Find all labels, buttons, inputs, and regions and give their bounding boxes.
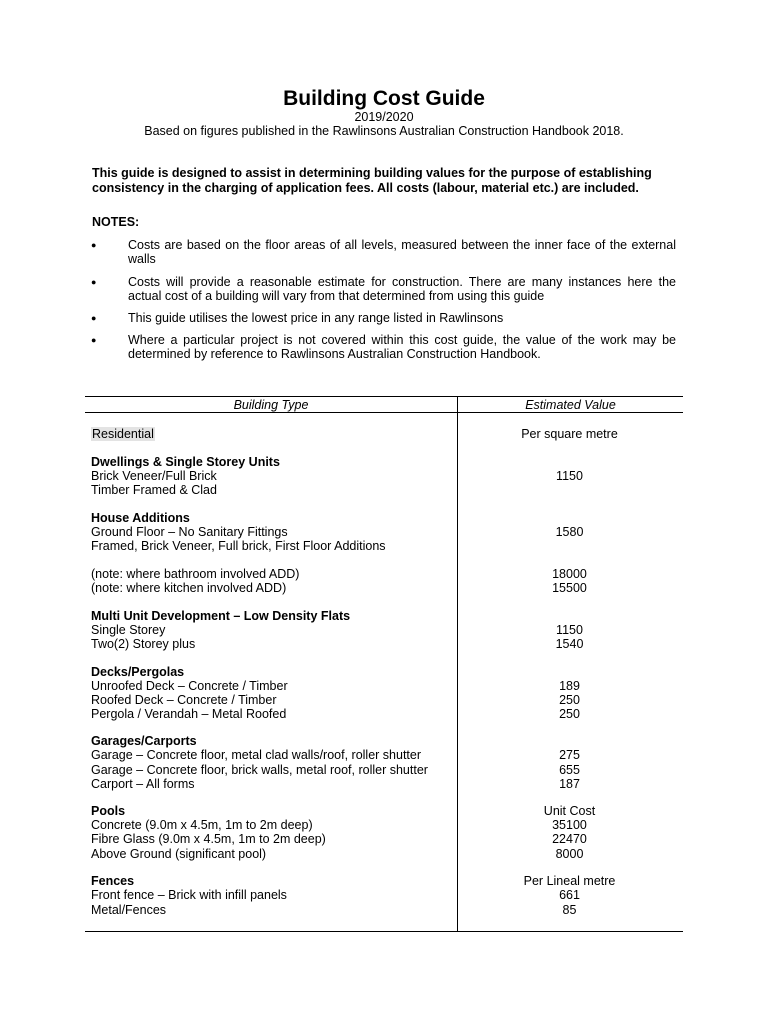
table-row-label: Brick Veneer/Full Brick (91, 469, 217, 483)
table-column-divider (457, 396, 458, 932)
residential-label (91, 427, 155, 441)
source-note: Based on figures published in the Rawlinsons Australian Construction Handbook 2018. (144, 124, 624, 138)
table-row-label: Pergola / Verandah – Metal Roofed (91, 707, 287, 721)
section-heading-fences: Fences (91, 874, 135, 888)
table-row-value: 189 (559, 679, 580, 693)
table-row-value: 250 (559, 693, 580, 707)
table-row-label: Concrete (9.0m x 4.5m, 1m to 2m deep) (91, 818, 313, 832)
table-row-label: Garage – Concrete floor, brick walls, metal roof, roller shutter (91, 763, 428, 777)
note-item: Costs will provide a reasonable estimate for construction. There are many instances here the actual cost of a building will vary from that determined from using this guide (128, 275, 676, 303)
table-row-value: 655 (559, 763, 580, 777)
fences-unit: Per Lineal metre (523, 874, 616, 888)
table-row-value: 85 (562, 903, 577, 917)
table-row-value: 18000 (552, 567, 587, 581)
table-row-value: 250 (559, 707, 580, 721)
bullet-icon: ● (91, 313, 97, 323)
bullet-icon: ● (91, 277, 97, 287)
column-header-building-type: Building Type (233, 398, 309, 412)
table-row-value: 15500 (552, 581, 587, 595)
pools-unit: Unit Cost (543, 804, 596, 818)
section-heading-house-additions: House Additions (91, 511, 190, 525)
residential-unit: Per square metre (521, 427, 618, 441)
table-row-label: Front fence – Brick with infill panels (91, 888, 287, 902)
section-heading-multi-unit: Multi Unit Development – Low Density Flats (91, 609, 351, 623)
table-row-label: (note: where bathroom involved ADD) (91, 567, 300, 581)
table-header-rule (85, 412, 683, 413)
table-row-label: Garage – Concrete floor, metal clad walls/roof, roller shutter (91, 748, 422, 762)
table-row-value: 8000 (555, 847, 584, 861)
bullet-icon: ● (91, 240, 97, 250)
table-row-label: Ground Floor – No Sanitary Fittings (91, 525, 288, 539)
section-heading-garages: Garages/Carports (91, 734, 197, 748)
table-row-value: 187 (559, 777, 580, 791)
note-item: Costs are based on the floor areas of all levels, measured between the inner face of the external walls (128, 238, 676, 266)
table-bottom-rule (85, 931, 683, 932)
table-row-label: Framed, Brick Veneer, Full brick, First Floor Additions (91, 539, 386, 553)
table-row-label: Carport – All forms (91, 777, 195, 791)
table-row-value: 275 (559, 748, 580, 762)
table-row-value: 1150 (556, 469, 583, 483)
table-row-label: Metal/Fences (91, 903, 167, 917)
section-heading-pools: Pools (91, 804, 126, 818)
year-subtitle: 2019/2020 (354, 110, 414, 124)
table-row-label: Roofed Deck – Concrete / Timber (91, 693, 277, 707)
table-row-label: (note: where kitchen involved ADD) (91, 581, 287, 595)
section-heading-dwellings: Dwellings & Single Storey Units (91, 455, 280, 469)
table-row-label: Timber Framed & Clad (91, 483, 217, 497)
residential-highlight: Residential (92, 427, 154, 441)
note-item: This guide utilises the lowest price in any range listed in Rawlinsons (128, 311, 504, 325)
section-heading-decks: Decks/Pergolas (91, 665, 185, 679)
table-row-label: Unroofed Deck – Concrete / Timber (91, 679, 288, 693)
note-item: Where a particular project is not covered within this cost guide, the value of the work may be determined by reference to Rawlinsons Australian Construction Handbook. (128, 333, 676, 361)
table-row-value: 22470 (552, 832, 587, 846)
table-row-value: 1150 (556, 623, 583, 637)
intro-paragraph: This guide is designed to assist in determining building values for the purpose of establishing consistency in the charging of application fees. All costs (labour, material etc.) are included. (92, 166, 652, 195)
bullet-icon: ● (91, 335, 97, 345)
table-top-rule (85, 396, 683, 397)
table-row-value: 1580 (555, 525, 584, 539)
table-row-value: 1540 (555, 637, 584, 651)
table-row-label: Two(2) Storey plus (91, 637, 196, 651)
table-row-label: Above Ground (significant pool) (91, 847, 267, 861)
table-row-label: Single Storey (91, 623, 166, 637)
table-row-value: 35100 (552, 818, 587, 832)
column-header-estimated-value: Estimated Value (525, 398, 616, 412)
page-title: Building Cost Guide (283, 87, 485, 110)
notes-heading: NOTES: (92, 215, 140, 229)
table-row-value: 661 (559, 888, 580, 902)
table-row-label: Fibre Glass (9.0m x 4.5m, 1m to 2m deep) (91, 832, 326, 846)
